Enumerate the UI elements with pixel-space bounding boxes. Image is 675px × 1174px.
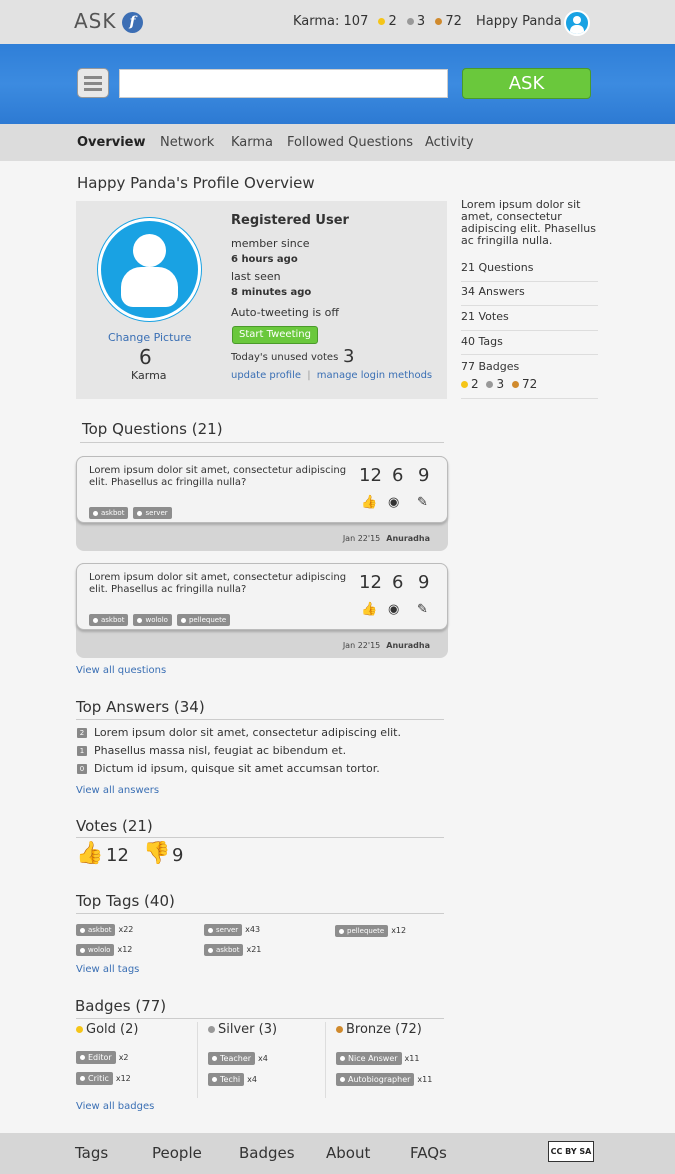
question-title[interactable]: Lorem ipsum dolor sit amet, consectetur adipiscing elit. Phasellus ac fringilla nulla? [89, 465, 347, 488]
tag-count: x43 [245, 925, 261, 934]
tag-count: x12 [391, 926, 407, 935]
badge-item[interactable] [208, 1073, 257, 1086]
bronze-count: 72 [445, 14, 462, 29]
divider [76, 837, 444, 838]
bronze-dot-icon [435, 18, 442, 25]
answer-row[interactable] [77, 762, 380, 775]
divider [76, 1018, 444, 1019]
divider [80, 442, 444, 443]
silver-badges-header [208, 1022, 277, 1037]
gold-badges-header [76, 1022, 138, 1037]
silver-count: 3 [416, 14, 426, 29]
sidebar-questions[interactable]: 21 Questions [461, 261, 534, 274]
top-bar [0, 0, 675, 44]
thumbs-up-icon[interactable]: 👍 [361, 602, 378, 617]
badge-count: x12 [115, 1074, 131, 1083]
answer-text[interactable]: Phasellus massa nisl, feugiat ac bibendum et. [94, 744, 347, 757]
sidebar-answers[interactable]: 34 Answers [461, 285, 525, 298]
eye-icon: ◉ [388, 495, 400, 510]
user-avatar-icon[interactable] [564, 10, 590, 36]
answer-text[interactable]: Lorem ipsum dolor sit amet, consectetur adipiscing elit. [94, 726, 401, 739]
start-tweeting-button[interactable]: Start Tweeting [232, 326, 318, 344]
vote-count: 12 [359, 465, 382, 486]
tab-overview[interactable]: Overview [77, 135, 146, 150]
tag-count: x12 [117, 945, 133, 954]
view-all-badges-link[interactable]: View all badges [76, 1101, 155, 1112]
creative-commons-license-icon[interactable]: CC BY SA [548, 1141, 594, 1162]
pencil-icon[interactable]: ✎ [417, 495, 428, 510]
tag-chip[interactable]: server [204, 924, 242, 936]
divider [461, 354, 598, 355]
bronze-count: 72 [521, 377, 538, 391]
tag-stat[interactable] [76, 944, 132, 956]
question-tags [89, 607, 235, 626]
footer-link-tags[interactable]: Tags [75, 1144, 109, 1162]
badge-count: x4 [247, 1075, 257, 1084]
divider [325, 1022, 326, 1098]
badge-chip[interactable]: Critic [76, 1072, 113, 1085]
answer-text[interactable]: Dictum id ipsum, quisque sit amet accumsan tortor. [94, 762, 380, 775]
answer-count: 6 [392, 465, 404, 486]
question-card[interactable] [76, 456, 448, 551]
last-seen-label: last seen [231, 270, 281, 283]
bronze-dot-icon [336, 1026, 343, 1033]
badge-count: x11 [417, 1075, 433, 1084]
answer-score: 2 [77, 728, 87, 738]
manage-login-link[interactable]: manage login methods [316, 370, 433, 381]
badge-count: x2 [118, 1053, 129, 1062]
tag-chip[interactable]: askbot [76, 924, 115, 936]
tag-stat[interactable] [76, 924, 133, 936]
thumbs-down-icon: 👎 [143, 841, 171, 866]
footer-link-faqs[interactable]: FAQs [410, 1144, 447, 1162]
gold-dot-icon [76, 1026, 83, 1033]
member-since-label: member since [231, 237, 310, 250]
tag-stat[interactable] [204, 944, 261, 956]
tag-count: x21 [246, 945, 262, 954]
sidebar-badges[interactable]: 77 Badges [461, 360, 520, 373]
downvote-count: 9 [172, 845, 184, 866]
badge-chip[interactable]: Techi [208, 1073, 244, 1086]
sidebar-votes[interactable]: 21 Votes [461, 310, 509, 323]
badge-item[interactable] [336, 1073, 432, 1086]
question-date: Jan 22'15 [342, 641, 381, 650]
karma-label: Karma [131, 369, 167, 382]
fedora-icon[interactable]: f [122, 12, 143, 33]
question-author[interactable]: Anuradha [386, 641, 430, 650]
votes-heading: Votes (21) [76, 817, 153, 835]
question-date: Jan 22'15 [342, 534, 381, 543]
divider [461, 398, 598, 399]
member-since-value: 6 hours ago [231, 254, 298, 265]
search-input[interactable] [119, 69, 448, 98]
badge-chip[interactable]: Autobiographer [336, 1073, 414, 1086]
profile-tabs [0, 124, 675, 161]
badges-heading: Badges (77) [75, 997, 167, 1015]
tab-network[interactable]: Network [160, 135, 215, 150]
badge-chip[interactable]: Teacher [208, 1052, 255, 1065]
bronze-dot-icon [512, 381, 519, 388]
change-picture-link[interactable]: Change Picture [108, 331, 192, 344]
badge-item[interactable] [76, 1072, 131, 1085]
footer-link-people[interactable]: People [152, 1144, 202, 1162]
tag-chip[interactable]: askbot [89, 507, 128, 519]
sidebar-tags[interactable]: 40 Tags [461, 335, 503, 348]
last-seen-value: 8 minutes ago [231, 287, 312, 298]
answer-count: 6 [392, 572, 404, 593]
gold-badges-label: Gold (2) [86, 1022, 139, 1037]
tag-chip[interactable]: askbot [89, 614, 128, 626]
top-answers-heading: Top Answers (34) [76, 698, 205, 716]
tag-chip[interactable]: server [133, 507, 171, 519]
tab-karma[interactable]: Karma [231, 135, 274, 150]
badge-item[interactable] [208, 1052, 268, 1065]
divider [461, 305, 598, 306]
profile-links [231, 370, 432, 381]
hamburger-menu-button[interactable] [77, 68, 109, 98]
divider [461, 281, 598, 282]
answer-score: 1 [77, 746, 87, 756]
tag-stat[interactable] [204, 924, 260, 936]
tag-chip[interactable]: wololo [133, 614, 171, 626]
user-role: Registered User [231, 213, 349, 228]
view-count: 9 [418, 465, 430, 486]
profile-avatar-icon [98, 218, 201, 321]
divider [76, 719, 444, 720]
tab-activity[interactable]: Activity [425, 135, 474, 150]
tab-followed-questions[interactable]: Followed Questions [287, 135, 414, 150]
gold-dot-icon [461, 381, 468, 388]
pencil-icon[interactable]: ✎ [417, 602, 428, 617]
view-all-answers-link[interactable]: View all answers [76, 785, 160, 796]
badge-count: x4 [258, 1054, 268, 1063]
tag-count: x22 [118, 925, 134, 934]
link-separator: | [307, 370, 311, 381]
silver-dot-icon [407, 18, 414, 25]
footer-link-badges[interactable]: Badges [239, 1144, 295, 1162]
view-count: 9 [418, 572, 430, 593]
ask-button[interactable]: ASK [462, 68, 591, 99]
thumbs-up-icon[interactable]: 👍 [361, 495, 378, 510]
divider [76, 913, 444, 914]
silver-dot-icon [486, 381, 493, 388]
view-all-tags-link[interactable]: View all tags [76, 964, 140, 975]
site-logo[interactable]: ASK [74, 9, 117, 33]
tag-chip[interactable]: pellequete [335, 925, 388, 937]
vote-count: 12 [359, 572, 382, 593]
badge-chip[interactable]: Nice Answer [336, 1052, 402, 1065]
karma-label: Karma: 107 [293, 14, 369, 29]
badge-count: x11 [404, 1054, 420, 1063]
gold-count: 2 [471, 377, 479, 391]
tweeting-status: Auto-tweeting is off [231, 306, 339, 319]
question-author[interactable]: Anuradha [386, 534, 430, 543]
answer-row[interactable] [77, 744, 346, 757]
thumbs-up-icon: 👍 [76, 841, 104, 866]
silver-dot-icon [208, 1026, 215, 1033]
badge-item[interactable] [336, 1052, 419, 1065]
unused-votes-label: Today's unused votes [231, 352, 339, 363]
top-questions-heading: Top Questions (21) [82, 420, 223, 438]
karma-summary [293, 14, 462, 29]
eye-icon: ◉ [388, 602, 400, 617]
silver-badges-label: Silver (3) [218, 1022, 278, 1037]
answer-score: 0 [77, 764, 87, 774]
page-title: Happy Panda's Profile Overview [77, 174, 315, 192]
tag-chip[interactable]: wololo [76, 944, 114, 956]
badge-item[interactable] [76, 1051, 129, 1064]
tag-chip[interactable]: pellequete [177, 614, 230, 626]
bronze-badges-header [336, 1022, 422, 1037]
gold-count: 2 [388, 14, 397, 29]
silver-count: 3 [496, 377, 505, 391]
question-title[interactable]: Lorem ipsum dolor sit amet, consectetur adipiscing elit. Phasellus ac fringilla nulla? [89, 572, 347, 595]
unused-votes-value: 3 [343, 346, 355, 367]
tag-stat[interactable] [335, 925, 406, 937]
sidebar-badge-counts [461, 377, 537, 391]
badge-chip[interactable]: Editor [76, 1051, 116, 1064]
sidebar-blurb: Lorem ipsum dolor sit amet, consectetur adipiscing elit. Phasellus ac fringilla nulla. [461, 198, 596, 247]
bronze-badges-label: Bronze (72) [346, 1022, 422, 1037]
karma-value: 6 [139, 345, 152, 369]
upvote-count: 12 [106, 845, 129, 866]
answer-row[interactable] [77, 726, 401, 739]
question-meta [343, 641, 430, 650]
top-tags-heading: Top Tags (40) [76, 892, 175, 910]
view-all-questions-link[interactable]: View all questions [76, 665, 167, 676]
update-profile-link[interactable]: update profile [231, 370, 301, 381]
gold-dot-icon [378, 18, 385, 25]
tag-chip[interactable]: askbot [204, 944, 243, 956]
divider [197, 1022, 198, 1098]
question-tags [89, 500, 177, 519]
divider [461, 330, 598, 331]
question-card[interactable] [76, 563, 448, 658]
footer-link-about[interactable]: About [326, 1144, 371, 1162]
user-name-link[interactable]: Happy Panda [476, 14, 562, 29]
question-meta [343, 534, 430, 543]
